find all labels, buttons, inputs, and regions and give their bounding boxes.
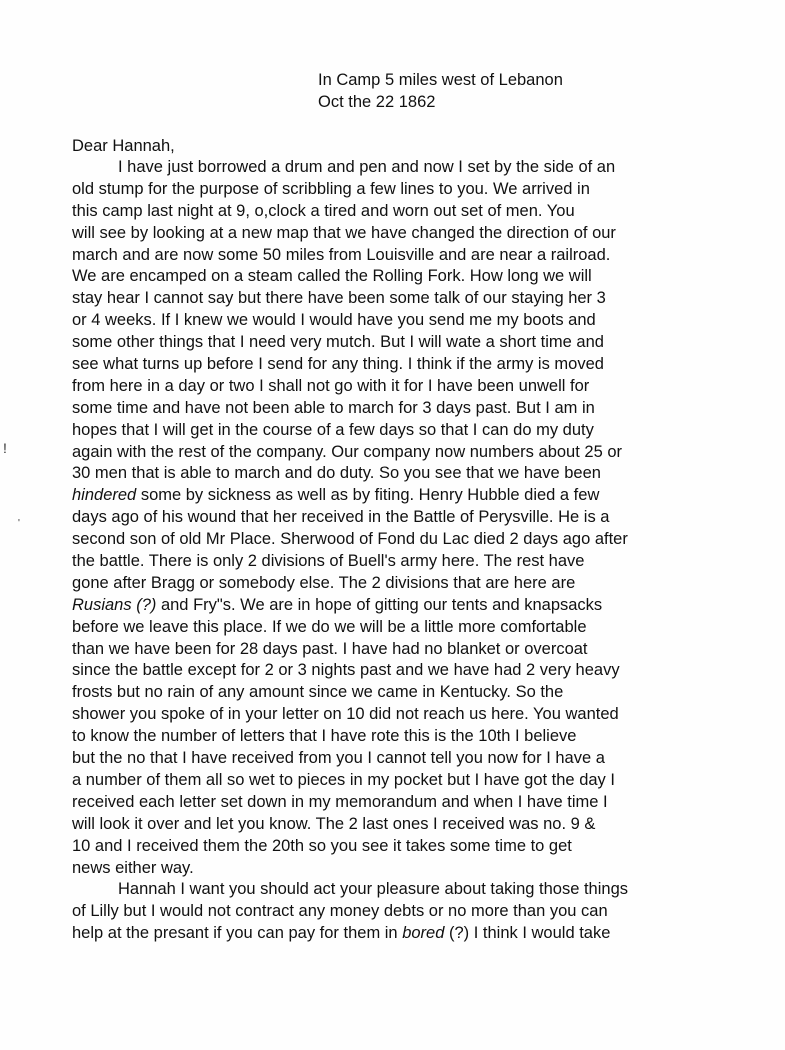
letter-line — [72, 923, 722, 945]
letter-line: some other things that I need very mutch. But I will wate a short time and — [72, 333, 604, 352]
letter-line: the battle. There is only 2 divisions of Buell's army here. The rest have — [72, 552, 585, 571]
letter-line: since the battle except for 2 or 3 nights past and we have had 2 very heavy — [72, 661, 620, 680]
heading-location: In Camp 5 miles west of Lebanon — [318, 71, 563, 89]
letter-line: march and are now some 50 miles from Louisville and are near a railroad. — [72, 245, 611, 264]
letter-line: second son of old Mr Place. Sherwood of Fond du Lac died 2 days ago after — [72, 530, 628, 549]
italic-text: hindered — [72, 486, 137, 505]
letter-line: We are encamped on a steam called the Rolling Fork. How long we will — [72, 267, 592, 286]
letter-line: again with the rest of the company. Our company now numbers about 25 or — [72, 442, 622, 461]
letter-line: gone after Bragg or somebody else. The 2 divisions that are here are — [72, 573, 576, 592]
letter-line: I have just borrowed a drum and pen and now I set by the side of an — [118, 158, 616, 176]
line-text: help at the presant if you can pay for them in — [72, 924, 403, 943]
letter-line: some time and have not been able to march for 3 days past. But I am in — [72, 398, 595, 417]
letter-line: days ago of his wound that her received in the Battle of Perysville. He is a — [72, 508, 610, 527]
letter-line: from here in a day or two I shall not go with it for I have been unwell for — [72, 376, 590, 395]
letter-line: received each letter set down in my memorandum and when I have time I — [72, 792, 608, 811]
letter-line: Hannah I want you should act your pleasure about taking those things — [118, 880, 629, 899]
letter-line: or 4 weeks. If I knew we would I would have you send me my boots and — [72, 311, 596, 330]
letter-line: 30 men that is able to march and do duty. So you see that we have been — [72, 464, 601, 483]
letter-line: news either way. — [72, 858, 194, 877]
letter-body — [72, 157, 722, 945]
letter-line: hopes that I will get in the course of a few days so that I can do my duty — [72, 420, 594, 439]
letter-line: of Lilly but I would not contract any money debts or no more than you can — [72, 902, 608, 921]
letter-line: to know the number of letters that I have rote this is the 10th I believe — [72, 727, 577, 746]
heading-date: Oct the 22 1862 — [318, 93, 436, 111]
letter-line — [72, 485, 722, 507]
letter-line: stay hear I cannot say but there have been some talk of our staying her 3 — [72, 289, 606, 308]
letter-line: a number of them all so wet to pieces in my pocket but I have got the day I — [72, 770, 615, 789]
line-text: (?) I think I would take — [444, 924, 611, 943]
line-text: and Fry"s. We are in hope of gitting our tents and knapsacks — [156, 595, 603, 614]
letter-line: shower you spoke of in your letter on 10 did not reach us here. You wanted — [72, 705, 619, 724]
letter-line: see what turns up before I send for any thing. I think if the army is moved — [72, 355, 604, 374]
letter-line: before we leave this place. If we do we will be a little more comfortable — [72, 617, 587, 636]
letter-line — [72, 595, 722, 617]
letter-line: frosts but no rain of any amount since we came in Kentucky. So the — [72, 683, 564, 702]
margin-mark: ! — [3, 440, 7, 456]
letter-line: old stump for the purpose of scribbling a few lines to you. We arrived in — [72, 179, 590, 198]
letter-line: will see by looking at a new map that we have changed the direction of our — [72, 223, 616, 242]
line-text: some by sickness as well as by fiting. Henry Hubble died a few — [136, 486, 600, 505]
letter-line: will look it over and let you know. The 2 last ones I received was no. 9 & — [72, 814, 596, 833]
letter-line: 10 and I received them the 20th so you see it takes some time to get — [72, 836, 572, 855]
letter-line: this camp last night at 9, o,clock a tired and worn out set of men. You — [72, 201, 575, 220]
salutation: Dear Hannah, — [72, 137, 175, 155]
italic-text: bored — [402, 924, 445, 943]
letter-heading — [318, 69, 563, 113]
italic-text: Rusians (?) — [72, 595, 157, 614]
letter-line: but the no that I have received from you I cannot tell you now for I have a — [72, 749, 605, 768]
letter-line: than we have been for 28 days past. I have had no blanket or overcoat — [72, 639, 588, 658]
margin-mark: ' — [18, 518, 20, 529]
